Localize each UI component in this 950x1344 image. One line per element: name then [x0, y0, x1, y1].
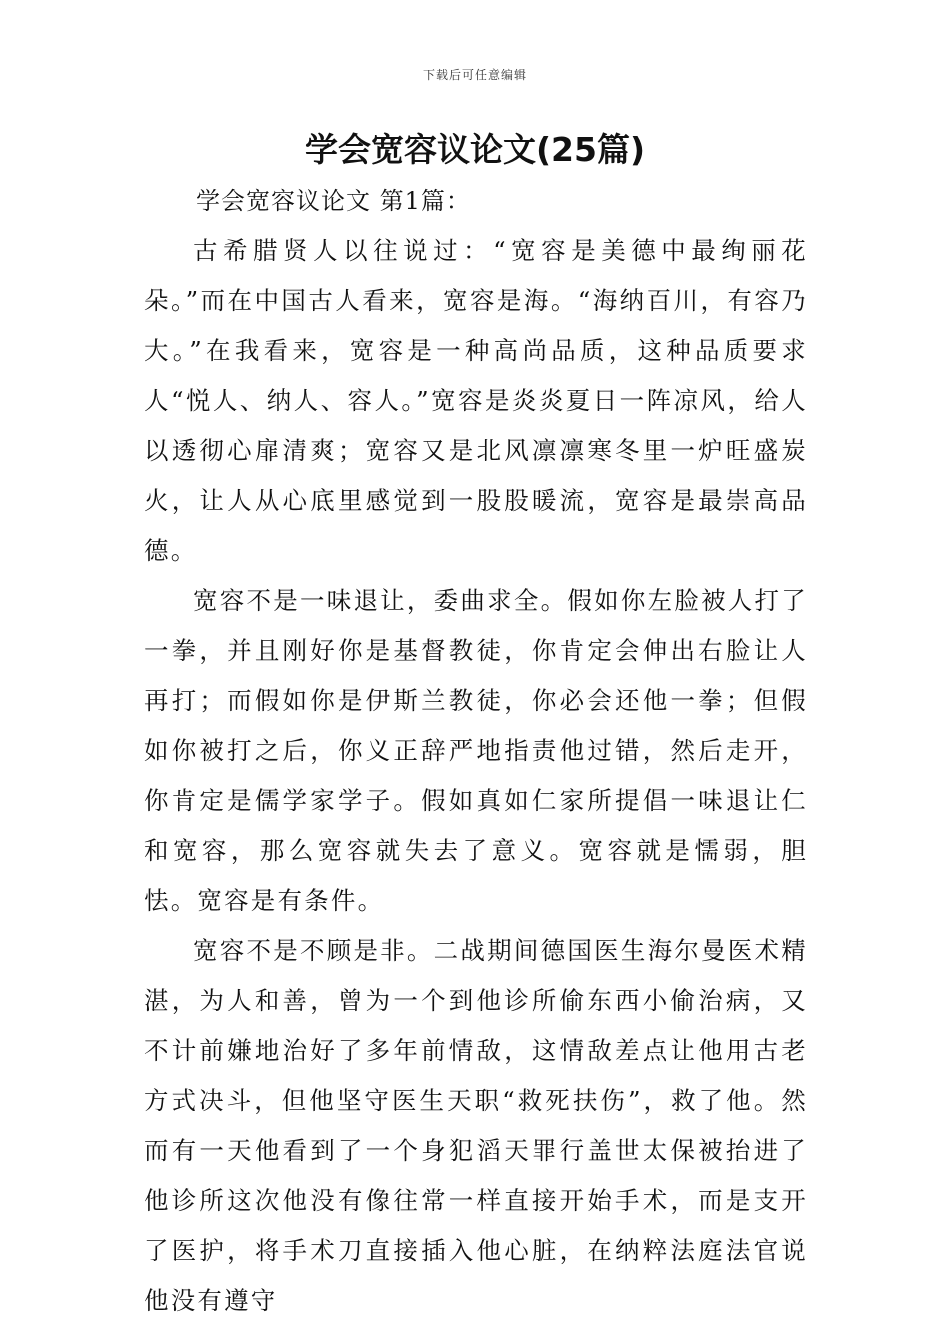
paragraph: 宽容不是不顾是非。二战期间德国医生海尔曼医术精湛，为人和善，曾为一个到他诊所偷东西小偷治病，又不计前嫌地治好了多年前情敌，这情敌差点让他用古老方式决斗，但他坚守医生天职“救死扶伤”，救了他。然而有一天他看到了一个身犯滔天罪行盖世太保被抬进了他诊所这次他没有像往常一样直接开始手术，而是支开了医护，将手术刀直接插入他心脏，在纳粹法庭法官说他没有遵守 [144, 936, 808, 1315]
paragraph: 古希腊贤人以往说过：“宽容是美德中最绚丽花朵。”而在中国古人看来，宽容是海。“海纳百川，有容乃大。”在我看来，宽容是一种高尚品质，这种品质要求人“悦人、纳人、容人。”宽容是炎炎夏日一阵凉风，给人以透彻心扉清爽；宽容又是北风凛凛寒冬里一炉旺盛炭火，让人从心底里感觉到一股股暖流，宽容是最崇高品德。 [144, 236, 808, 565]
document-body [144, 226, 808, 1326]
section-heading: 学会宽容议论文 第1篇： [196, 187, 471, 215]
paragraph: 宽容不是一味退让，委曲求全。假如你左脸被人打了一拳，并且刚好你是基督教徒，你肯定会伸出右脸让人再打；而假如你是伊斯兰教徒，你必会还他一拳；但假如你被打之后，你义正辞严地指责他过错，然后走开，你肯定是儒学家学子。假如真如仁家所提倡一味退让仁和宽容，那么宽容就失去了意义。宽容就是懦弱，胆怯。宽容是有条件。 [144, 586, 808, 915]
page-title: 学会宽容议论文(25篇) [304, 130, 646, 169]
header-note: 下载后可任意编辑 [422, 68, 527, 82]
